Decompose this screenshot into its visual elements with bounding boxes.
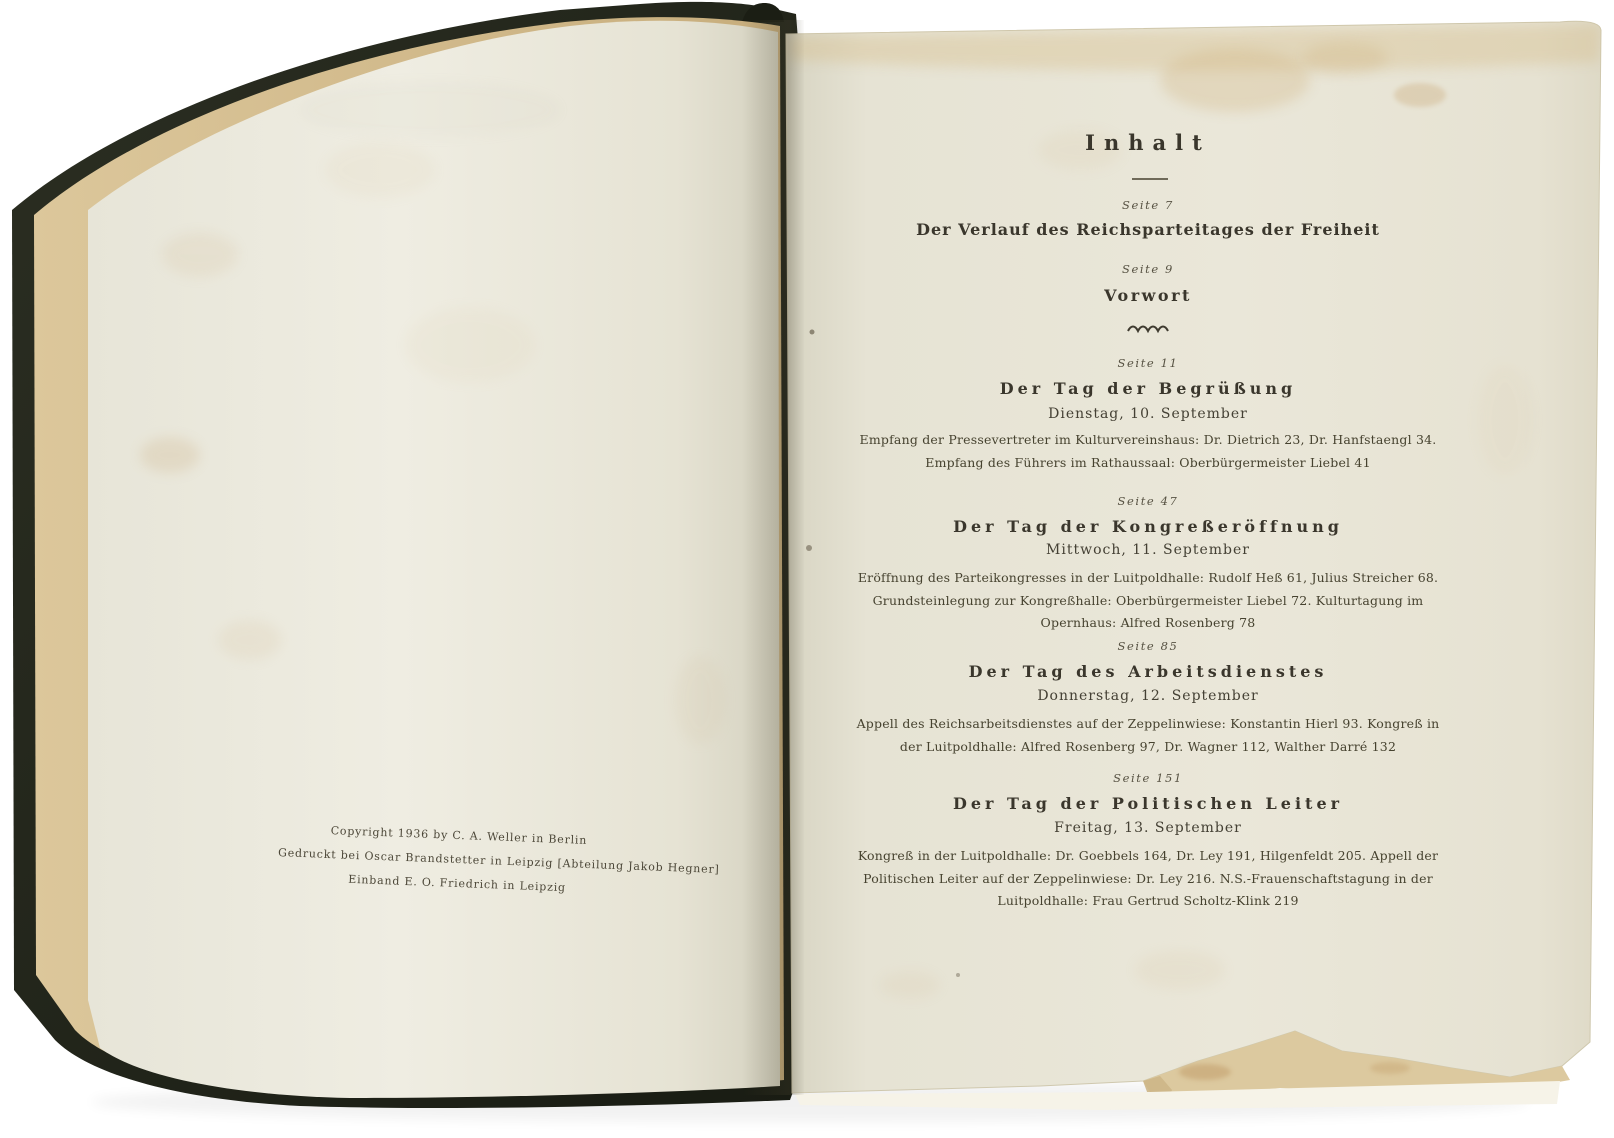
toc-detail: Kongreß in der Luitpoldhalle: Dr. Goebbels 164, Dr. Ley 191, Hilgenfeldt 205. Appell der Politischen Leiter auf der Zeppelinwiese: Dr. Ley 216. N.S.-Frauenschaftstagung in der Luitpoldhalle: Frau Gertrud Scholtz-Klink 219 xyxy=(857,848,1439,908)
toc-page-label: Seite 151 xyxy=(1113,771,1183,785)
imprint-block xyxy=(277,817,720,903)
gutter-shadow xyxy=(742,20,804,1095)
toc-heading: Der Tag der Politischen Leiter xyxy=(952,794,1344,813)
toc-heading: Der Verlauf des Reichsparteitages der Freiheit xyxy=(916,220,1380,239)
toc-date: Mittwoch, 11. September xyxy=(1046,542,1250,558)
toc-detail: Eröffnung des Parteikongresses in der Luitpoldhalle: Rudolf Heß 61, Julius Streicher 68. Grundsteinlegung zur Kongreßhalle: Oberbürgermeister Liebel 72. Kulturtagung im Opernhaus: Alfred Rosenberg 78 xyxy=(857,570,1439,630)
paper-speck xyxy=(806,545,812,551)
toc-date: Donnerstag, 12. September xyxy=(1037,688,1259,704)
toc-date: Freitag, 13. September xyxy=(1054,820,1242,836)
toc-heading: Der Tag des Arbeitsdienstes xyxy=(968,662,1328,681)
toc-heading: Vorwort xyxy=(1104,286,1192,305)
bleed-through-ghost xyxy=(300,82,560,138)
toc-detail: Appell des Reichsarbeitsdienstes auf der Zeppelinwiese: Konstantin Hierl 93. Kongreß in der Luitpoldhalle: Alfred Rosenberg 97, Dr. Wagner 112, Walther Darré 132 xyxy=(856,716,1440,754)
imprint-binding-line: Einband E. O. Friedrich in Leipzig xyxy=(348,872,567,895)
left-page-paper xyxy=(88,21,780,1098)
toc-page-label: Seite 85 xyxy=(1117,639,1179,653)
toc-page-label: Seite 47 xyxy=(1117,494,1179,508)
toc-heading: Der Tag der Begrüßung xyxy=(999,379,1297,398)
toc-detail: Empfang der Pressevertreter im Kulturvereinshaus: Dr. Dietrich 23, Dr. Hanfstaengl 34. Empfang des Führers im Rathaussaal: Oberbürgermeister Liebel 41 xyxy=(859,432,1437,470)
paper-speck xyxy=(956,973,960,977)
toc-heading: Der Tag der Kongreßeröffnung xyxy=(953,517,1343,536)
imprint-copyright-line: Copyright 1936 by C. A. Weller in Berlin xyxy=(330,824,588,847)
toc-title: Inhalt xyxy=(1085,130,1211,155)
paper-speck xyxy=(810,330,815,335)
toc-page-label: Seite 7 xyxy=(1122,198,1174,212)
squiggle-ornament-icon xyxy=(1126,322,1172,336)
imprint-printer-line: Gedruckt bei Oscar Brandstetter in Leipzig [Abteilung Jakob Hegner] xyxy=(277,846,720,877)
toc-date: Dienstag, 10. September xyxy=(1048,406,1248,422)
title-divider-rule xyxy=(1132,178,1168,180)
toc-page-label: Seite 9 xyxy=(1122,262,1174,276)
toc-page-label: Seite 11 xyxy=(1117,356,1179,370)
